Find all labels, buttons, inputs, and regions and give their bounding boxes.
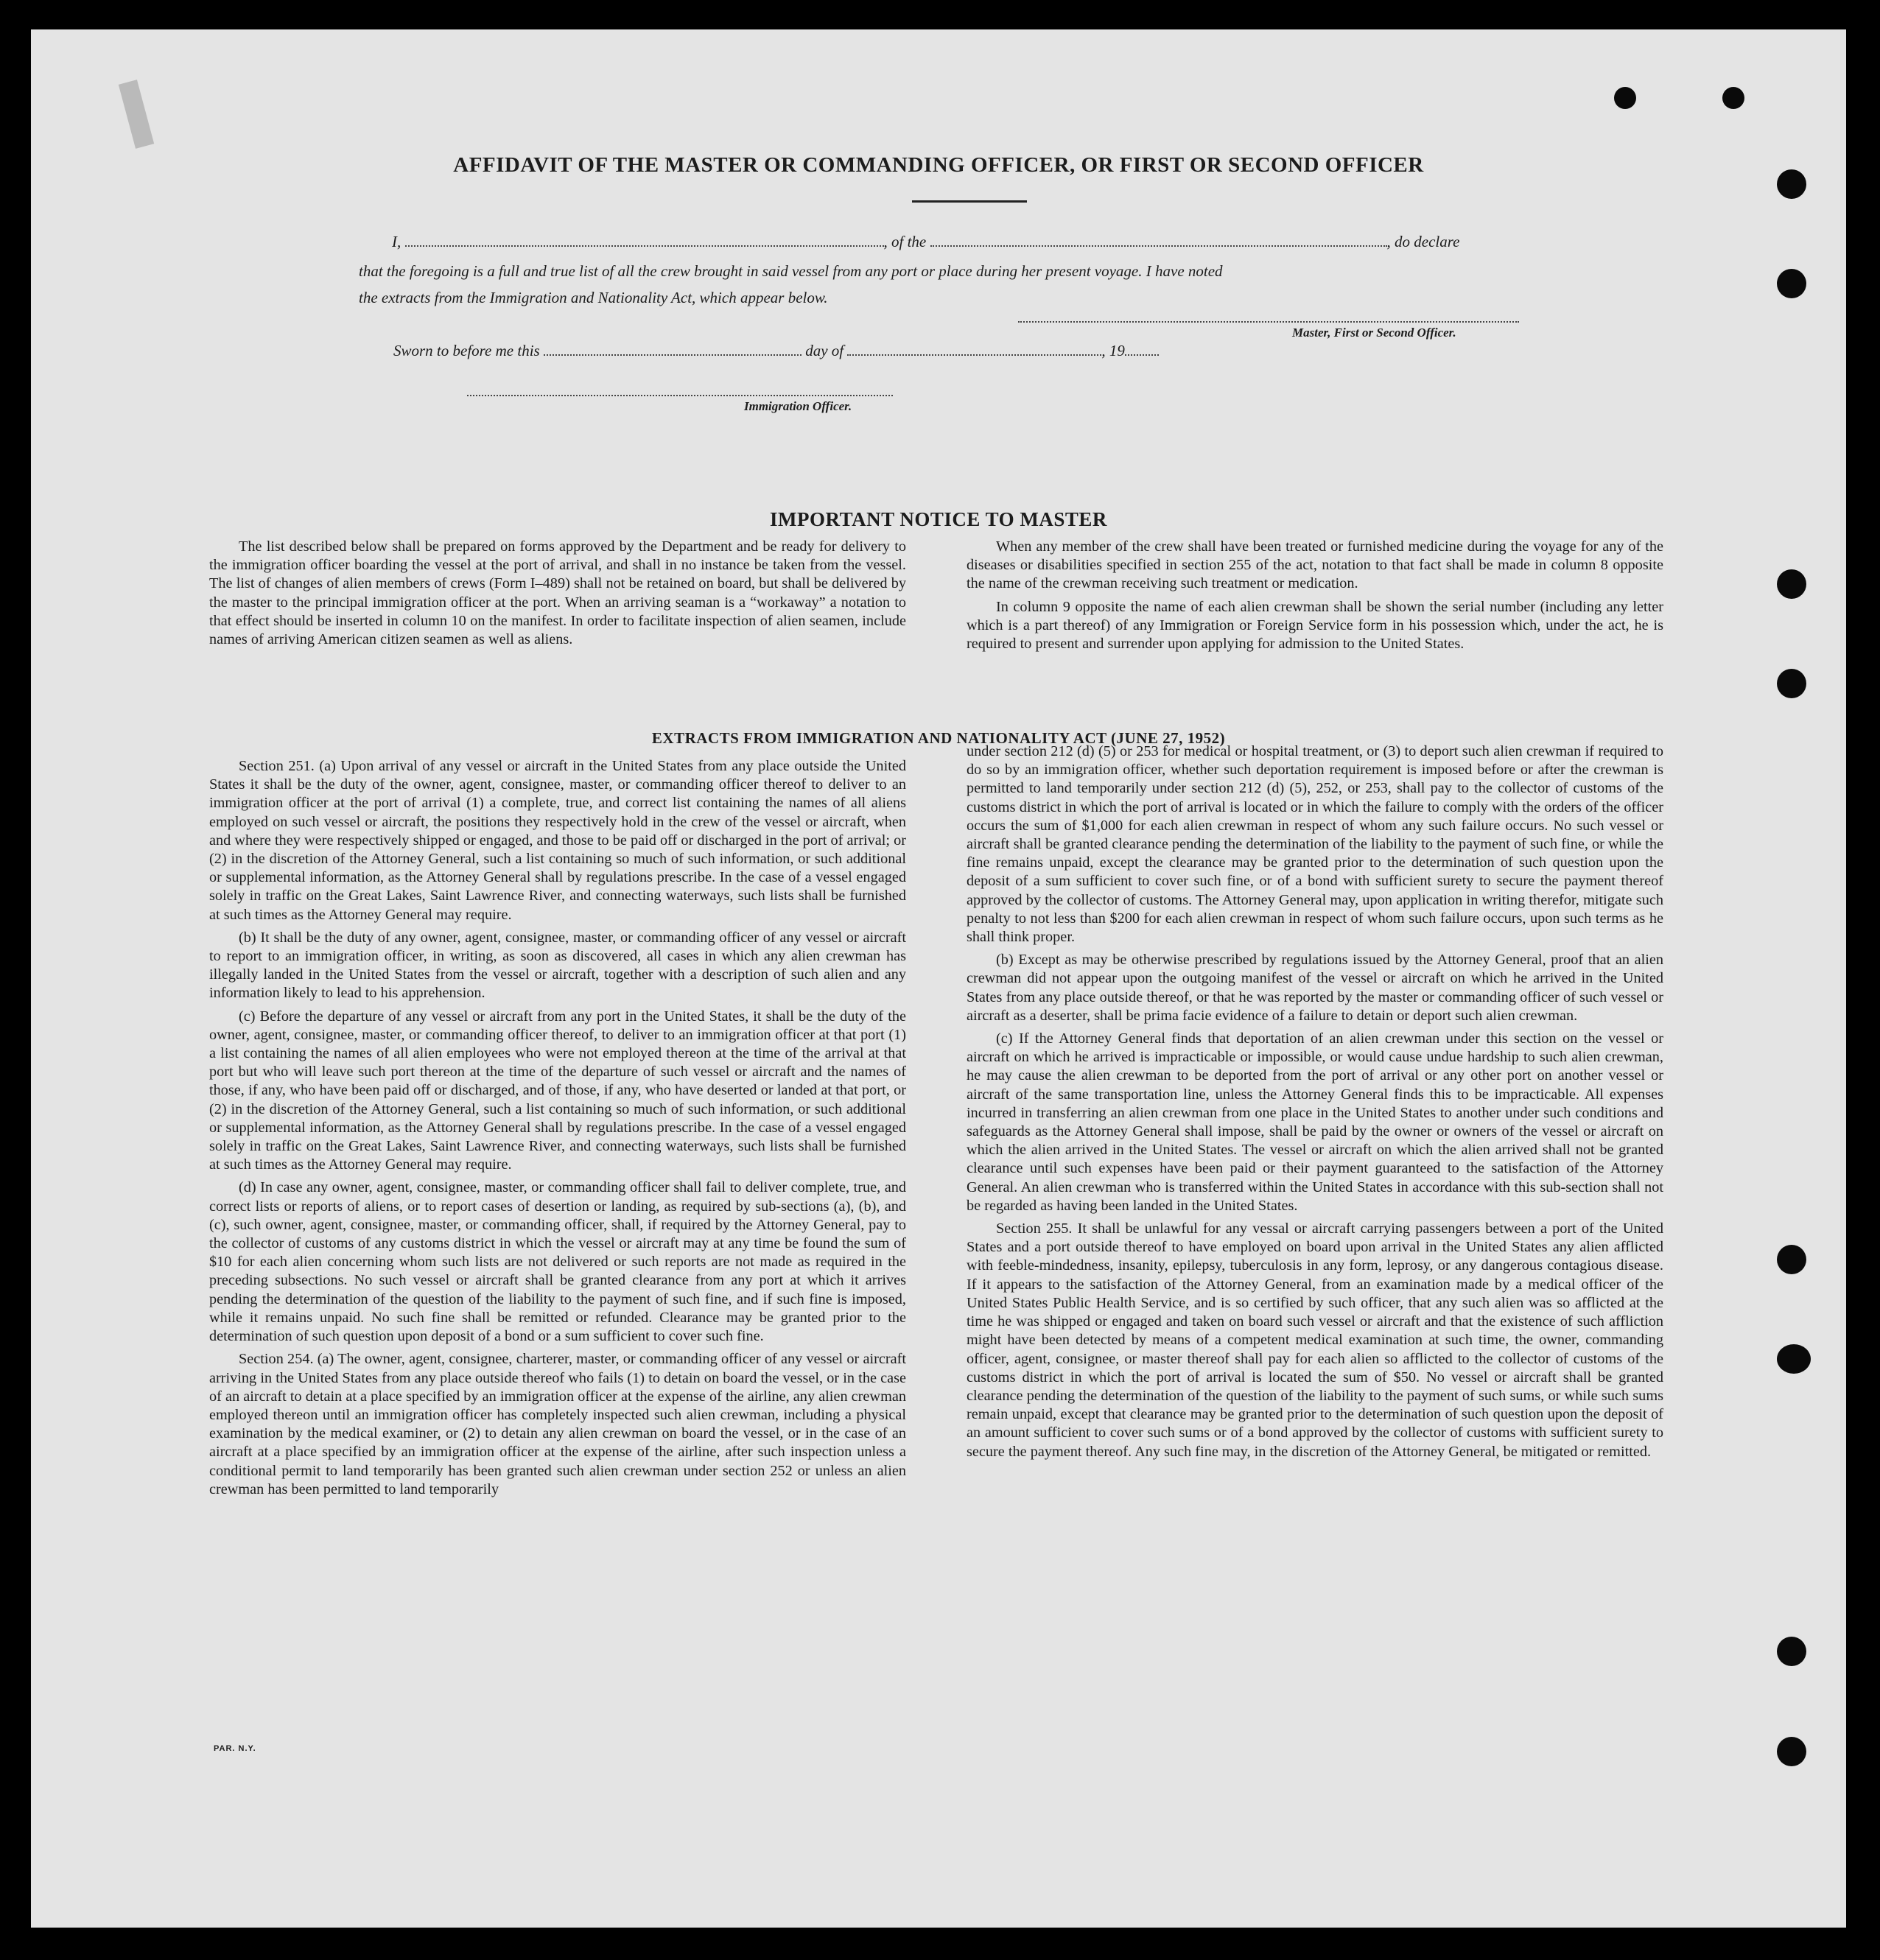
section-251-c: (c) Before the departure of any vessel or aircraft from any port in the United States, it shall be the duty of the owner, agent, consignee, master, or commanding officer thereof, to deliver to an immigration officer at that port (1) a list containing the names of all alien employees who were not employed thereon at the time of the arrival at that port but who will leave such port thereon at the time of the departure of such vessel or aircraft and the names of those, if any, who have been paid off or discharged, and of those, if any, who have deserted or landed at that port, or (2) in the discretion of the Attorney General, such a list containing so much of such information, or such additional or supplemental information, as the Attorney General shall by regulations prescribe. In the case of a vessel engaged solely in traffic on the Great Lakes, Saint Lawrence River, and connecting waterways, such lists shall be furnished at such times as the Attorney General may require. xyxy=(209,1008,906,1173)
affidavit-line-3: the extracts from the Immigration and Nationality Act, which appear below. xyxy=(359,289,828,306)
extracts-title: EXTRACTS FROM IMMIGRATION AND NATIONALITY ACT (JUNE 27, 1952) xyxy=(651,729,1226,747)
section-254-a-continued: under section 212 (d) (5) or 253 for medical or hospital treatment, or (3) to deport such alien crewman if required to do so by an immigration officer, whether such deportation requirement is imposed before or after the crewman is permitted to land temporarily under section 212 (d) (5), 252, or 253, shall pay to the collector of customs of the customs district in which the port of arrival is located or in which the failure to comply with the orders of the officer occurs the sum of $1,000 for each alien crewman in respect of whom any such failure occurs. No such vessel or aircraft shall be granted clearance pending the determination of the liability to the payment of such fine, or while the fine remains unpaid, except the clearance may be granted prior to the determination of such question upon the deposit of a sum sufficient to cover such fine, or of a bond with sufficient surety to secure the payment thereof approved by the collector of customs. The Attorney General may, upon application in writing therefor, mitigate such penalty to not less than $200 for each alien crewman in respect of whom such failure occurs, upon such terms as he shall think proper. xyxy=(967,743,1663,946)
notice-right-paragraph-2: In column 9 opposite the name of each alien crewman shall be shown the serial number (including any letter which is a part thereof) of any Immigration or Foreign Service form in his possession which, under the act, he is required to present and surrender upon applying for admission to the United States. xyxy=(967,598,1663,653)
title-underline xyxy=(912,200,1027,203)
extracts-right-column xyxy=(967,742,1663,1466)
printer-mark: PAR. N.Y. xyxy=(214,1744,256,1753)
master-signature-line[interactable] xyxy=(1018,321,1519,323)
vessel-field[interactable] xyxy=(930,235,1387,247)
notice-left-paragraph: The list described below shall be prepared on forms approved by the Department and be ready for delivery to the immigration officer boarding the vessel at the port of arrival, and shall in no instance be taken from the vessel. The list of changes of alien members of crews (Form I–489) shall not be retained on board, but shall be delivered by the master to the principal immigration officer at the port. When an arriving seaman is a “workaway” a notation to that effect should be inserted in column 10 on the manifest. In order to facilitate inspection of alien seamen, include names of arriving American citizen seamen as well as aliens. xyxy=(209,538,906,648)
sworn-label: Sworn to before me this xyxy=(393,342,540,359)
master-signature-caption: Master, First or Second Officer. xyxy=(1292,326,1456,340)
affidavit-of-the: , of the xyxy=(883,233,927,250)
affidavit-i: I, xyxy=(392,233,401,250)
punch-hole-9 xyxy=(1777,1637,1806,1666)
day-of-label: day of xyxy=(805,342,844,359)
form-title: AFFIDAVIT OF THE MASTER OR COMMANDING OFFICER, OR FIRST OR SECOND OFFICER xyxy=(453,153,1424,177)
form-sheet xyxy=(31,29,1846,1928)
section-251-a: Section 251. (a) Upon arrival of any vessel or aircraft in the United States from any place outside the United States it shall be the duty of the owner, agent, consignee, master, or commanding officer thereof to deliver to an immigration officer at the port of arrival (1) a complete, true, and correct list containing the names of all aliens employed on such vessel or aircraft, the positions they respectively hold in the crew of the vessel or aircraft, when and where they were respectively shipped or engaged, and those to be paid off or discharged in the port of arrival; or (2) in the discretion of the Attorney General, such a list containing so much of such information, or such additional or supplemental information, as the Attorney General shall by regulations prescribe. In the case of a vessel engaged solely in traffic on the Great Lakes, Saint Lawrence River, and connecting waterways, such lists shall be furnished at such times as the Attorney General may require. xyxy=(209,758,906,923)
section-254-b: (b) Except as may be otherwise prescribed by regulations issued by the Attorney General, proof that an alien crewman did not appear upon the outgoing manifest of the vessel or aircraft on which he arrived in the United States from any place outside thereof, or that he was reported by the master or commanding officer of such vessel or aircraft as a deserter, shall be prima facie evidence of a failure to detain or deport such alien crewman. xyxy=(967,952,1663,1024)
corner-smudge xyxy=(119,80,154,149)
punch-hole-6 xyxy=(1777,669,1806,698)
notice-title: IMPORTANT NOTICE TO MASTER xyxy=(770,508,1107,530)
punch-hole-1 xyxy=(1614,87,1636,109)
immigration-officer-caption: Immigration Officer. xyxy=(744,399,852,413)
punch-hole-5 xyxy=(1777,569,1806,599)
section-251-d: (d) In case any owner, agent, consignee, master, or commanding officer shall fail to deliver complete, true, and correct lists or reports of aliens, or to report cases of desertion or landing, as required by sub-sections (a), (b), and (c), such owner, agent, consignee, master, or commanding officer, shall, if required by the Attorney General, pay to the collector of customs of any customs district in which the vessel or aircraft may at any time be found the sum of $10 for each alien concerning whom such lists are not delivered or such reports are not made as required in the preceding subsections. No such vessel or aircraft shall be granted clearance from any port at which it arrives pending the determination of the question of the liability to the payment of such fine, and if such fine is imposed, while it remains unpaid. No such fine shall be remitted or refunded. Clearance may be granted prior to the determination of such question upon deposit of a bond or a sum sufficient to cover such fine. xyxy=(209,1179,906,1345)
affidavit-do-declare: , do declare xyxy=(1386,233,1460,250)
section-254-a: Section 254. (a) The owner, agent, consignee, charterer, master, or commanding officer of any vessel or aircraft arriving in the United States from any place outside thereof who fails (1) to detain on board the vessel, or in the case of an aircraft to detain at a place specified by an immigration officer at the expense of the airline, any alien crewman employed thereon until an immigration officer has completely inspected such alien crewman, including a physical examination by the medical examiner, or (2) to detain any alien crewman on board the vessel, or in the case of an aircraft at a place specified by an immigration officer at the expense of the airline, after such inspection unless a conditional permit to land temporarily has been granted such alien crewman under section 252 or unless an alien crewman has been permitted to land temporarily xyxy=(209,1351,906,1497)
sworn-line xyxy=(393,342,1159,360)
punch-hole-7 xyxy=(1777,1245,1806,1274)
notice-right-paragraph-1: When any member of the crew shall have been treated or furnished medicine during the voyage for any of the diseases or disabilities specified in section 255 of the act, notation to that fact shall be made in column 8 opposite the name of the crewman receiving such treatment or medication. xyxy=(967,538,1663,592)
punch-hole-2 xyxy=(1722,87,1744,109)
immigration-officer-signature-line[interactable] xyxy=(467,395,893,396)
sworn-month-field[interactable] xyxy=(847,344,1101,356)
year-label: , 19 xyxy=(1101,342,1125,359)
notice-left-column xyxy=(209,538,906,653)
affidavit-line-2: that the foregoing is a full and true list of all the crew brought in said vessel from any port or place during her present voyage. I have noted xyxy=(359,262,1223,280)
sworn-year-field[interactable] xyxy=(1125,344,1159,356)
sworn-day-field[interactable] xyxy=(544,344,802,356)
section-251-b: (b) It shall be the duty of any owner, agent, consignee, master, or commanding officer of any vessel or aircraft to report to an immigration officer, in writing, as soon as discovered, all cases in which any alien crewman has illegally landed in the United States from the vessel or aircraft, together with a description of such alien and any information likely to lead to his apprehension. xyxy=(209,929,906,1002)
extracts-left-column xyxy=(209,757,906,1503)
punch-hole-10 xyxy=(1777,1737,1806,1766)
punch-hole-8 xyxy=(1777,1344,1811,1374)
section-254-c: (c) If the Attorney General finds that deportation of an alien crewman under this section on the vessel or aircraft on which he arrived is impracticable or impossible, or would cause undue hardship to such alien crewman, he may cause the alien crewman to be deported from the port of arrival or any other port on another vessel or aircraft of the same transportation line, unless the Attorney General finds this to be impracticable. All expenses incurred in transferring an alien crewman from one place in the United States to another under such conditions and safeguards as the Attorney General shall impose, shall be paid by the owner or owners of the vessel or aircraft on which the alien arrived in the United States. The vessel or aircraft on which the alien arrived shall not be granted clearance until such expenses have been paid or their payment guaranteed to the satisfaction of the Attorney General. An alien crewman who is transferred within the United States in accordance with this sub-section shall not be regarded as having been landed in the United States. xyxy=(967,1030,1663,1214)
punch-hole-4 xyxy=(1777,269,1806,298)
affidavit-line-1 xyxy=(392,233,1459,251)
section-255: Section 255. It shall be unlawful for any vessal or aircraft carrying passengers between a port of the United States and a port outside thereof to have employed on board upon arrival in the United States any alien afflicted with feeble-mindedness, insanity, epilepsy, tuberculosis in any form, leprosy, or any dangerous contagious disease. If it appears to the satisfaction of the Attorney General, from an examination made by a medical officer of the United States Public Health Service, and is so certified by such officer, that any such alien was so afflicted at the time he was shipped or engaged and taken on board such vessel or aircraft and that the existence of such affliction might have been detected by means of a competent medical examination at such time, the owner, commanding officer, agent, consignee, or master thereof shall pay for each alien so afflicted to the collector of customs of the customs district in which the port of arrival is located the sum of $50. No vessel or aircraft shall be granted clearance pending the determination of the question of the liability to the payment of such sums, or while such sums remain unpaid, except that clearance may be granted prior to the determination of such question upon the deposit of an amount sufficient to cover such sums or of a bond approved by the collector of customs with sufficient surety to secure the payment thereof. Any such fine may, in the discretion of the Attorney General, be mitigated or remitted. xyxy=(967,1220,1663,1460)
notice-right-column xyxy=(967,538,1663,658)
name-field[interactable] xyxy=(405,235,884,247)
